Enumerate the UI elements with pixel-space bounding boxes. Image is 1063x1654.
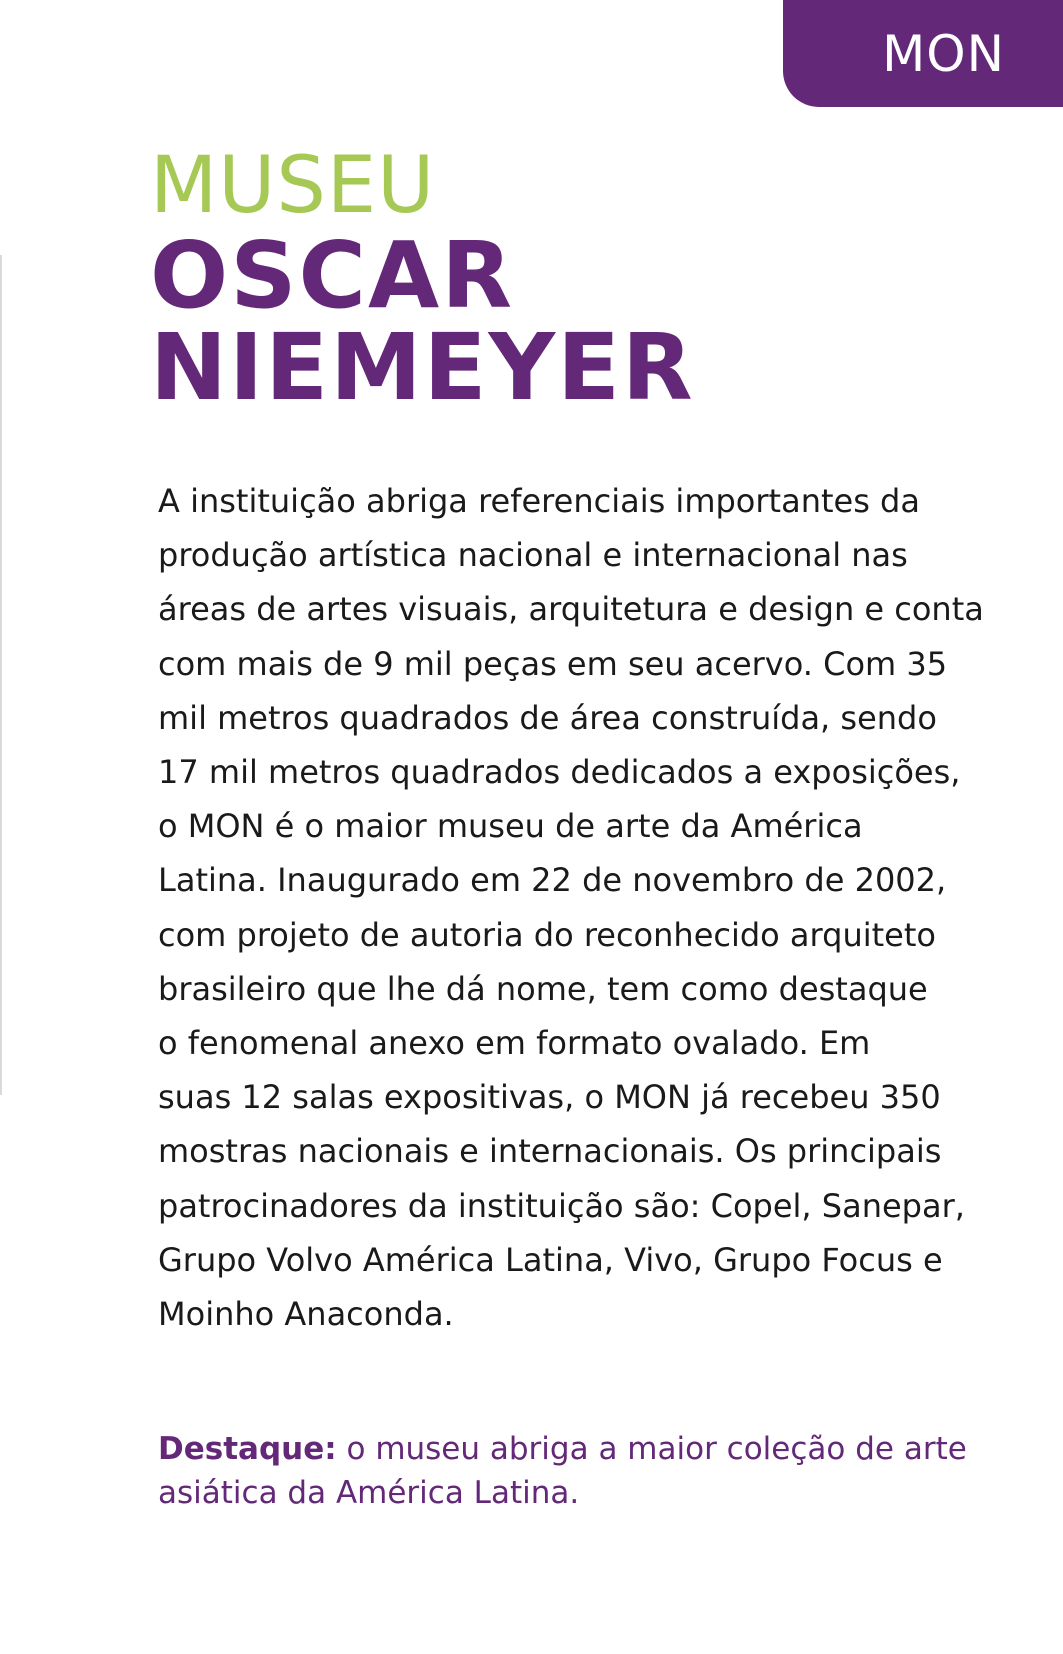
- title-line-oscar: OSCAR: [150, 222, 515, 329]
- page-title: [150, 141, 695, 421]
- body-line: com projeto de autoria do reconhecido arquiteto: [158, 915, 936, 954]
- body-line: patrocinadores da instituição são: Copel, Sanepar,: [158, 1186, 965, 1225]
- body-line: brasileiro que lhe dá nome, tem como destaque: [158, 969, 928, 1008]
- highlight-label: Destaque:: [158, 1431, 337, 1467]
- body-line: Latina. Inaugurado em 22 de novembro de 2002,: [158, 861, 947, 900]
- body-line: áreas de artes visuais, arquitetura e design e conta: [158, 590, 984, 629]
- body-line: 17 mil metros quadrados dedicados a exposições,: [158, 753, 961, 792]
- title-line-museu: MUSEU: [150, 141, 436, 231]
- body-paragraph: [158, 474, 984, 1341]
- section-tab-label: MON: [882, 25, 1005, 83]
- highlight-text-1: o museu abriga a maior coleção de arte: [336, 1431, 967, 1467]
- section-tab: [783, 0, 1063, 107]
- highlight-note: [158, 1427, 967, 1515]
- body-line: Moinho Anaconda.: [158, 1295, 454, 1334]
- body-line: o MON é o maior museu de arte da América: [158, 807, 863, 846]
- body-line: com mais de 9 mil peças em seu acervo. Com 35: [158, 644, 948, 683]
- body-line: mil metros quadrados de área construída, sendo: [158, 698, 937, 737]
- highlight-line-1: [158, 1427, 967, 1471]
- body-line: Grupo Volvo América Latina, Vivo, Grupo Focus e: [158, 1240, 943, 1279]
- title-line-niemeyer: NIEMEYER: [150, 314, 695, 421]
- body-line: o fenomenal anexo em formato ovalado. Em: [158, 1024, 871, 1063]
- body-line: produção artística nacional e internacional nas: [158, 536, 908, 575]
- body-line: A instituição abriga referenciais importantes da: [158, 482, 920, 520]
- body-line: mostras nacionais e internacionais. Os principais: [158, 1132, 942, 1171]
- page-edge-divider: [0, 255, 2, 1095]
- highlight-text-2: asiática da América Latina.: [158, 1475, 580, 1511]
- body-line: suas 12 salas expositivas, o MON já recebeu 350: [158, 1078, 941, 1117]
